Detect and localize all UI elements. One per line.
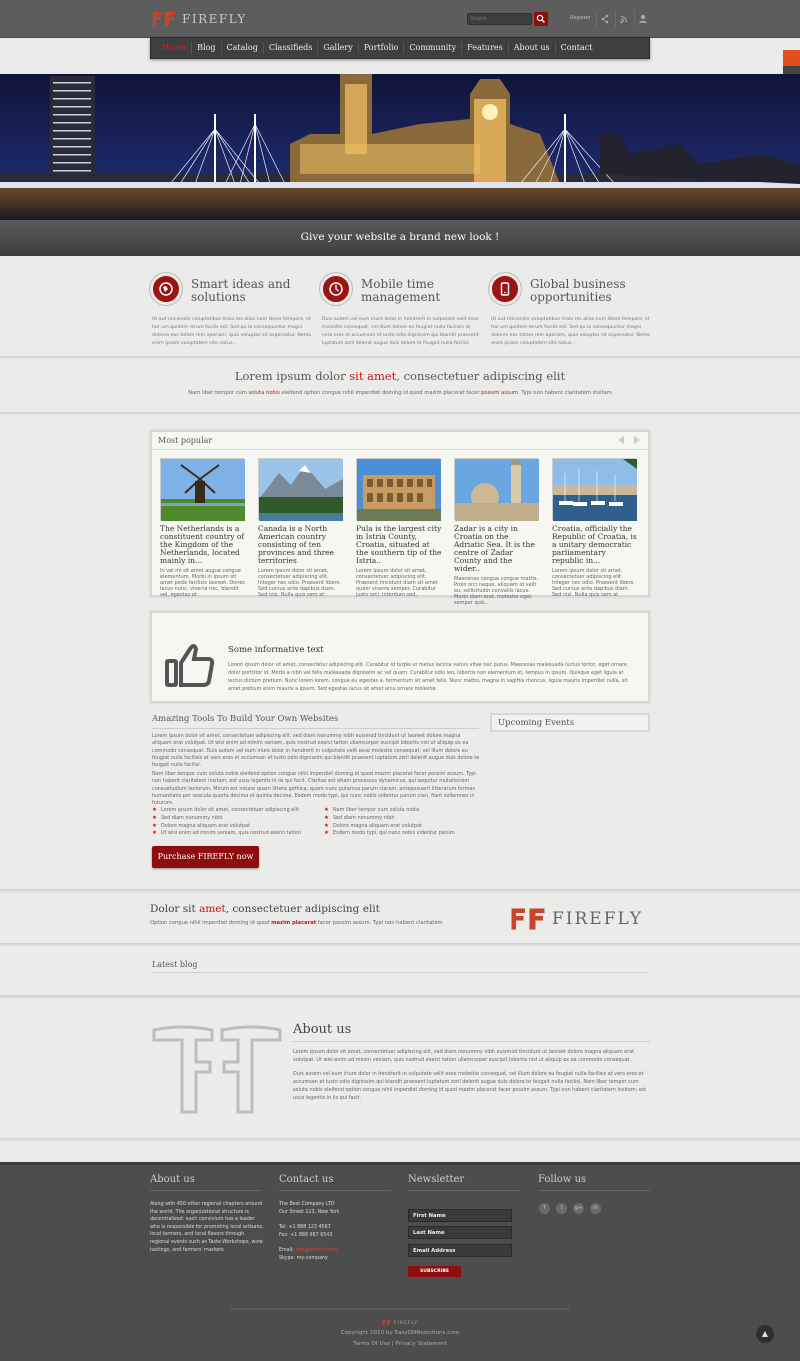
intro-link[interactable]: soluta nobis — [248, 390, 280, 396]
nav-item-features[interactable]: Features — [467, 43, 503, 52]
popular-item[interactable] — [160, 458, 246, 598]
brand-name: FIREFLY — [552, 909, 643, 929]
nav-item-gallery[interactable]: Gallery — [323, 43, 353, 52]
firefly-logo-icon — [152, 11, 176, 27]
first-name-field[interactable]: First Name — [408, 1209, 512, 1222]
feature-title-line: Smart ideas and — [191, 277, 291, 291]
intro-text-part: eleifend option congue nihil imperdiet doming id quod mazim placerat facer — [279, 390, 482, 396]
nav-item-contact[interactable]: Contact — [560, 43, 593, 52]
feature-title — [191, 278, 316, 304]
footer-bottom-rule — [230, 1308, 570, 1310]
list-item — [324, 823, 484, 831]
top-bar — [0, 0, 800, 38]
list-item — [152, 807, 324, 815]
contact-fax: Fax: +1 888 987 6543 — [279, 1232, 333, 1238]
footer-brand-name: FIREFLY — [393, 1320, 419, 1326]
star-icon: ★ — [324, 822, 329, 829]
cta-text-part: Option congue nihil imperdiet doming id quod — [150, 920, 272, 926]
star-icon: ★ — [324, 807, 329, 813]
list-item-text: Nam liber tempor cum soluta nobis — [332, 807, 420, 813]
tools-list-right — [324, 807, 484, 838]
feature-title-line: Global business — [530, 277, 626, 291]
cta-heading-highlight: amet — [199, 903, 226, 915]
feature-text: Ut aut reiciendis voluptatibus maio res alias num libero tempore, et har um quidem rerum facilis est. Sed qu la consequuntur magni dolores eos totam rem aperiam, quia voluptas sit aspernatur. Nemo enim ipsam voluptatem site natus.. — [152, 317, 312, 346]
terms-link[interactable]: Terms Of Use — [353, 1341, 390, 1347]
cta-heading-text: Dolor sit — [150, 903, 200, 915]
facebook-icon[interactable]: f — [539, 1203, 550, 1214]
feature-title-line: Mobile time — [361, 277, 434, 291]
section-divider — [0, 356, 800, 359]
footer-rule — [150, 1190, 262, 1191]
contact-skype: Skype: my-company — [279, 1255, 328, 1261]
cta-heading-text: , consectetuer adipiscing elit — [225, 903, 380, 915]
upcoming-events-header: Upcoming Events — [490, 713, 650, 732]
popular-item-title[interactable]: Zadar is a city in Croatia on the Adriatic Sea. It is the centre of Zadar County and the wider.. — [454, 524, 535, 573]
footer-bottom — [0, 1318, 800, 1350]
site-logo[interactable] — [152, 10, 247, 28]
windmill-image[interactable] — [160, 458, 244, 520]
most-popular-carousel — [150, 430, 650, 606]
contact-email-label: Email: — [279, 1248, 296, 1254]
share-icon[interactable] — [596, 11, 612, 27]
contact-street: Our Street 123, New York — [279, 1209, 340, 1215]
list-item-text: Ut wisi enim ad minim veniam, quis nostrud exerci tation — [160, 830, 301, 837]
popular-item[interactable] — [552, 458, 638, 598]
feature-title-line: solutions — [191, 290, 246, 304]
about-heading: About us — [293, 1022, 352, 1037]
popular-item-text: Lorem ipsum dolor sit amet, consectetuer adipiscing elit. Praesent tincidunt diam sit amet quam viverra semper. Curabitur justo orci, interdum sed.. — [356, 568, 438, 598]
footer-newsletter-heading: Newsletter — [408, 1174, 465, 1185]
popular-item-text: Lorem ipsum dolor sit amet, consectetuer adipiscing elit. Integer nec odio. Praesent libero. Sed cursus ante dapibus diam. Sed nisi. Nulla quis sem at — [552, 568, 635, 598]
rss-icon[interactable] — [615, 11, 631, 27]
firefly-logo-icon — [510, 907, 546, 931]
footer-follow-heading: Follow us — [538, 1174, 587, 1185]
section-divider — [0, 889, 800, 892]
footer-contact-heading: Contact us — [279, 1174, 334, 1185]
register-link[interactable]: Register — [570, 15, 591, 21]
popular-item-title[interactable]: Croatia, officially the Republic of Croatia, is a unitary democratic parliamentary republic in... — [552, 524, 637, 565]
list-item-text: Dolore magna aliquam erat volutpat — [332, 822, 423, 829]
footer-about-heading: About us — [150, 1174, 195, 1185]
nav-item-portfolio[interactable]: Portfolio — [363, 43, 399, 52]
popular-item[interactable] — [356, 458, 442, 598]
nav-item-classifieds[interactable]: Classifieds — [268, 43, 313, 52]
arrow-up-icon: ▲ — [761, 1329, 769, 1338]
popular-item-text: Lorem ipsum dolor sit amet, consectetuer adipiscing elit. Integer nec odio. Praesent libero. Sed cursus ante dapibus diam. Sed nisi. Nulla quis sem at — [258, 568, 341, 598]
tools-paragraph: Lorem ipsum dolor sit amet, consectetuer adipiscing elit, sed diam nonummy nibh euismod tincidunt ut laoreet dolore magna aliquam erat volutpat. Ut wisi enim ad minim veniam, quis nostrud exerci tation ullamcorper suscipit lobortis nisl ut aliquip ex ea commodo consequat. Duis autem vel eum iriure dolor in hendrerit in vulputate velit esse molestie consequat, vel illum dolore eu feugiat nulla facilisis at vero eros et accumsan et iusto odio dignissim qui blandit praesent luptatum zzril delenit augue duis dolore te feugait nulla facilisi. — [152, 733, 480, 769]
mobile-phone-icon — [489, 273, 521, 305]
large-logo-watermark — [152, 1022, 282, 1114]
footer-rule — [279, 1190, 391, 1191]
arrow-right-icon[interactable] — [632, 435, 642, 445]
copyright-text: Copyright 2020 by EasyDNNsolutions.com — [340, 1330, 460, 1336]
popular-item-title[interactable]: The Netherlands is a constituent country of the Kingdom of the Netherlands, located mainly in... — [160, 524, 245, 565]
intro-text — [0, 390, 800, 396]
user-icon[interactable] — [634, 11, 650, 27]
footer-rule — [538, 1190, 650, 1191]
nav-item-community[interactable]: Community — [409, 43, 457, 52]
privacy-link[interactable]: Privacy Statement — [395, 1341, 447, 1347]
intro-text-part: . Typi non habent claritatem insitam — [518, 390, 612, 396]
tools-heading: Amazing Tools To Build Your Own Websites — [152, 714, 339, 724]
intro-heading-text: , consectetuer adipiscing elit — [396, 369, 566, 383]
carousel-title: Most popular — [158, 436, 213, 445]
popular-item[interactable] — [454, 458, 540, 606]
footer-logo — [0, 1318, 800, 1328]
globe-icon — [150, 273, 182, 305]
list-item-text: Sed diam nonummy nibh — [160, 814, 223, 821]
list-item-text: Eodem modo typi, qui nunc nobis videntur parum — [332, 830, 455, 837]
popular-item-title[interactable]: Pula is the largest city in Istria County, Croatia, situated at the southern tip of the Istria.. — [356, 524, 442, 565]
star-icon: ★ — [152, 807, 157, 813]
brand-name: FIREFLY — [182, 12, 247, 26]
mountain-image[interactable] — [258, 458, 342, 520]
intro-heading-highlight: sit amet — [349, 369, 397, 383]
hero-caption: Give your website a brand new look ! — [0, 220, 800, 256]
intro-heading — [0, 369, 800, 383]
intro-heading-text: Lorem ipsum dolor — [234, 369, 350, 383]
footer-about-text: Along with 450 other regional chapters around the world. The organizational structure is decentralized: each convivium has a leader who is responsible for promoting local artisans, local farmers, and local flavors through regional events such as Taste Workshops, wine tastings, and farmers' markets — [150, 1202, 264, 1253]
about-rule — [293, 1041, 650, 1042]
footer-rule — [408, 1190, 520, 1191]
star-icon: ★ — [152, 814, 157, 821]
list-item — [324, 830, 484, 838]
list-item-text: Dolore magna aliquam erat volutpat — [160, 822, 251, 829]
firefly-logo-icon — [382, 1320, 391, 1326]
info-box — [150, 611, 650, 703]
search-button[interactable] — [534, 12, 548, 26]
latest-blog-rule — [152, 972, 649, 973]
list-item-text: Lorem ipsum dolor sit amet, consectetuer adipiscing elit — [160, 807, 299, 813]
harbor-image[interactable] — [552, 458, 636, 520]
nav-item-blog[interactable]: Blog — [197, 43, 216, 52]
clock-icon — [320, 273, 352, 305]
feature-title-line: management — [361, 290, 441, 304]
last-name-field[interactable]: Last Name — [408, 1226, 512, 1239]
tools-rule — [152, 728, 479, 729]
section-divider — [0, 1138, 800, 1141]
nav-item-about[interactable]: About us — [513, 43, 550, 52]
list-item — [324, 807, 484, 815]
email-field[interactable]: Email Address — [408, 1244, 512, 1257]
section-divider — [0, 943, 800, 946]
popular-item-text: Maecenas congue congue mattis. Proin orci neque, aliquam id velit eu, sollicitudin convallis lacus. Morbi diam erat, molestie eget semper quis.. — [454, 576, 539, 606]
tools-list-left — [152, 807, 324, 838]
section-divider — [0, 412, 800, 415]
cta-heading — [150, 903, 380, 915]
feature-text: Duis autem vel eum iriure dolor in hendrerit in vulputate velit esse molestie consequat, vel illum dolore eu feugiat nulla facilisis at vero eros et accumsan et iusto odio dignissim qui blandit praesent luptatum zzril delenit augue duis dolore te feugait nulla facilisi — [322, 317, 479, 346]
feature-text: Ut aut reiciendis voluptatibus maio res alias num libero tempore, et har um quidem rerum facilis est. Sed qu la consequuntur magni dolores eos totam rem aperiam, quia voluptas sit aspernatur. Nemo enim ipsam voluptatem site natus.. — [491, 317, 651, 346]
twitter-icon[interactable]: t — [556, 1203, 567, 1214]
intro-link[interactable]: possim assum — [481, 390, 519, 396]
about-paragraph: Duis autem vel eum iriure dolor in hendrerit in vulputate velit esse molestie consequat, vel illum dolore eu feugiat nulla facilisis at vero eros et accumsan et iusto odio dignissim qui blandit praesent luptatum zzril delenit augue duis dolore te feugait nulla facilisi. Nam liber tempor cum soluta nobis eleifend option congue nihil imperdiet doming id quod mazim placerat facer possim assum. Typi non habent claritatem insitam; est usus legentis in iis qui facit. — [293, 1071, 647, 1101]
star-icon: ★ — [152, 830, 157, 837]
cta-text — [150, 920, 443, 926]
cta-link[interactable]: mazim placerat — [271, 920, 317, 926]
popular-item-title[interactable]: Canada is a North American country consisting of ten provinces and three territories — [258, 524, 335, 565]
tools-paragraph: Nam liber tempor cum soluta nobis eleifend option congue nihil imperdiet doming id quod mazim placerat facer possim assum. Typi non habent claritatem insitam; est usus legentis in iis qui facit. Claritas est etiam processus dynamicus, qui sequitur mutationem consuetudium lectorum. Mirum est notare quam littera gothica, quam nunc putamus parum claram, anteposuerit litterarum formas humanitatis per seacula quarta decima et quinta decima. Eodem modo typi, qui nunc nobis videntur parum clari, fiant sollemnes in futurum. — [152, 771, 476, 807]
list-item — [152, 830, 324, 838]
nav-item-catalog[interactable]: Catalog — [226, 43, 258, 52]
list-item — [152, 815, 324, 823]
contact-email-row — [279, 1247, 394, 1255]
section-divider — [0, 995, 800, 998]
footer-link-separator: | — [389, 1341, 396, 1347]
star-icon: ★ — [324, 814, 329, 821]
arrow-left-icon[interactable] — [616, 435, 626, 445]
main-nav — [150, 37, 650, 59]
intro-text-part: Nam liber tempor cum — [188, 390, 249, 396]
hero-image — [0, 74, 800, 220]
contact-tel: Tel: +1 888 123 4567 — [279, 1225, 331, 1231]
info-text: Lorem ipsum dolor sit amet, consectetur adipiscing elit. Curabitur id turpis ut metus lacinia varius vitae nec purus. Maecenas malesuada luctus tortor, eget ornare dolor porttitor id. Morbi a nibh vel felis malesuada dignissim ac vel quam. Curabitur odio leo, lobortis non elementum et, tempus in ipsum. Quisque eget ligula at lectus dictum pretium. Nunc lorem lorem, congue eu egestas a, fermentum sit amet felis. Nunc mattis, magna in sagittis rhoncus, ligula mauris imperdiet nulla, sit amet pretium enim mauris a ipsum. Sed egestas lacus sit amet arcu ornare molestie. — [228, 662, 628, 692]
star-icon: ★ — [324, 830, 329, 837]
list-item — [152, 823, 324, 831]
contact-company: The Best Company LTD — [279, 1202, 335, 1207]
subscribe-button[interactable]: SUBSCRIBE — [408, 1266, 461, 1277]
stylewizard-icon — [783, 50, 800, 66]
cta-logo — [510, 905, 643, 933]
amphitheatre-image[interactable] — [356, 458, 440, 520]
contact-email-link[interactable]: info@mysite.com — [295, 1248, 338, 1254]
list-item-text: Sed diam nonummy nibh — [332, 814, 395, 821]
search-input[interactable] — [467, 13, 532, 25]
google-plus-icon[interactable]: g+ — [573, 1203, 584, 1214]
about-paragraph: Lorem ipsum dolor sit amet, consectetuer adipiscing elit, sed diam nonummy nibh euismod tincidunt ut laoreet dolore magna aliquam erat volutpat. Ut wisi enim ad minim veniam, quis nostrud exerci tation ullamcorper suscipit lobortis nisl ut aliquip ex ea commodo consequat. — [293, 1049, 635, 1063]
feature-title — [530, 278, 655, 304]
nav-item-home[interactable]: Home — [162, 43, 187, 52]
popular-item[interactable] — [258, 458, 344, 598]
latest-blog-heading: Latest blog — [152, 960, 198, 969]
star-icon: ★ — [152, 822, 157, 829]
feature-title — [361, 278, 486, 304]
footer-links — [0, 1339, 800, 1350]
carousel-rule — [152, 449, 648, 450]
thumbs-up-icon — [164, 641, 216, 689]
search-icon — [534, 12, 548, 26]
popular-item-text: In vel mi sit amet augue congue elementum. Morbi in ipsum sit amet pede facilisis laoreet. Donec lacus nunc, viverra nec, blandit vel, egestas et — [160, 568, 246, 598]
footer-contact-block — [279, 1201, 394, 1263]
cta-text-part: facer possim assum. Typi non habent claritatem — [316, 920, 443, 926]
back-to-top-button[interactable] — [756, 1325, 774, 1343]
church-tower-image[interactable] — [454, 458, 538, 520]
linkedin-icon[interactable]: in — [590, 1203, 601, 1214]
list-item — [324, 815, 484, 823]
info-title: Some informative text — [228, 645, 324, 655]
feature-title-line: opportunities — [530, 290, 612, 304]
purchase-button[interactable]: Purchase FIREFLY now — [152, 846, 259, 868]
